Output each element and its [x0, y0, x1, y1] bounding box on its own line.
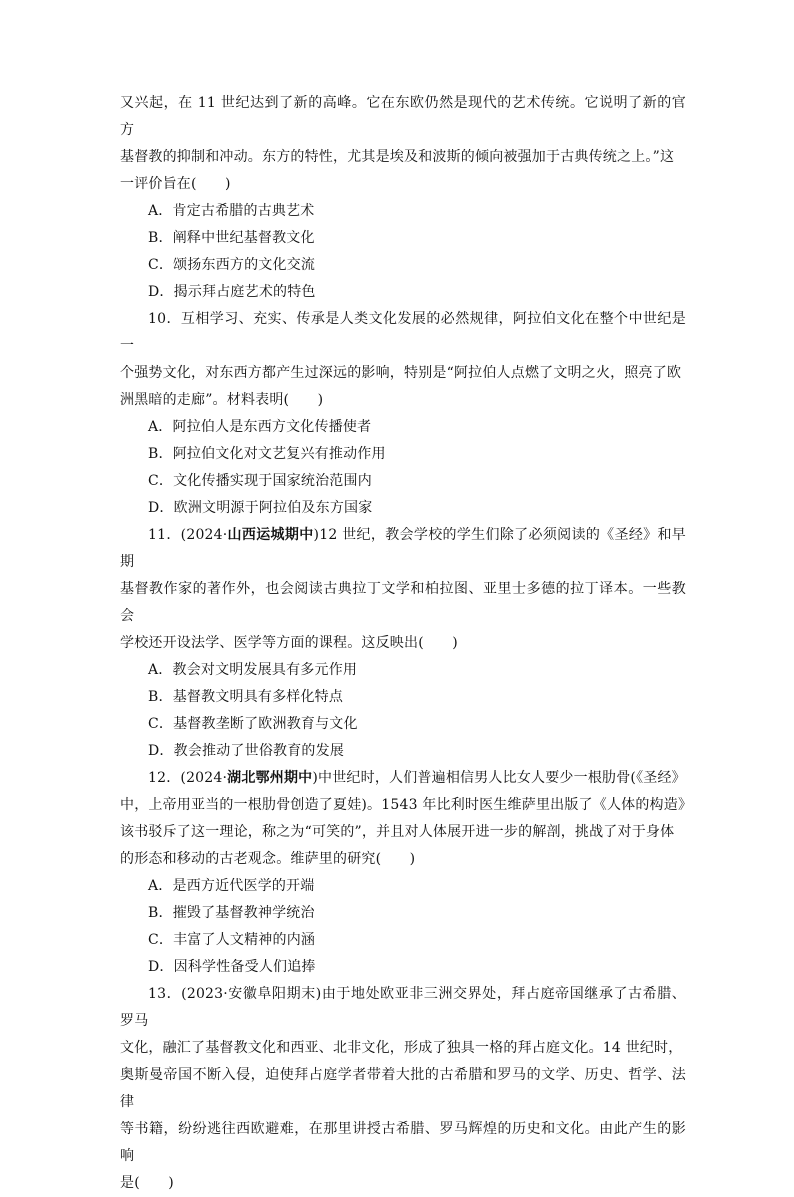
question-stem-line: 洲黑暗的走廊”。材料表明( ) [120, 392, 324, 408]
option-b: B．基督教文明具有多样化特点 [148, 689, 344, 705]
question-stem-line: 是( ) [120, 1175, 174, 1191]
option-d: D．欧洲文明源于阿拉伯及东方国家 [148, 500, 373, 516]
question-source: 山西运城期中 [227, 527, 314, 543]
text-line: 基督教的抑制和冲动。东方的特性，尤其是埃及和波斯的倾向被强加于古典传统之上。”这 [120, 149, 675, 165]
text-line: 一评价旨在( ) [120, 176, 231, 192]
option-b: B．阿拉伯文化对文艺复兴有推动作用 [148, 446, 386, 462]
option-c: C．颂扬东西方的文化交流 [148, 257, 316, 273]
option-c: C．基督教垄断了欧洲教育与文化 [148, 716, 358, 732]
question-stem-line: 10．互相学习、充实、传承是人类文化发展的必然规律，阿拉伯文化在整个中世纪是一 [120, 311, 686, 354]
question-number: 11．(2024· [148, 527, 228, 543]
question-number: 12．(2024· [148, 770, 228, 786]
question-stem-line: 的形态和移动的古老观念。维萨里的研究( ) [120, 851, 416, 867]
option-a: A．是西方近代医学的开端 [148, 878, 315, 894]
option-a: A．教会对文明发展具有多元作用 [148, 662, 358, 678]
option-c: C．文化传播实现于国家统治范围内 [148, 473, 372, 489]
question-stem-line: 文化，融汇了基督教文化和西亚、北非文化，形成了独具一格的拜占庭文化。14 世纪时， [120, 1040, 683, 1056]
option-b: B．摧毁了基督教神学统治 [148, 905, 315, 921]
question-stem-line: 该书驳斥了这一理论，称之为“可笑的”，并且对人体展开进一步的解剖，挑战了对于身体 [120, 824, 675, 840]
question-stem-line: 个强势文化，对东西方都产生过深远的影响，特别是“阿拉伯人点燃了文明之火，照亮了欧 [120, 365, 682, 381]
question-12 [120, 765, 693, 981]
option-a: A．阿拉伯人是东西方文化传播使者 [148, 419, 372, 435]
document-page [120, 90, 693, 1197]
question-text: )12 世纪，教会学校的学生们除了必须阅读的《圣经》和早期 [120, 527, 687, 570]
question-9-continuation [120, 90, 686, 306]
option-d: D．教会推动了世俗教育的发展 [148, 743, 345, 759]
question-stem-line [120, 522, 686, 576]
question-13 [120, 981, 686, 1197]
question-stem-line [120, 765, 686, 792]
question-source: 湖北鄂州期中 [227, 770, 313, 786]
question-10 [120, 306, 686, 522]
option-a: A．肯定古希腊的古典艺术 [148, 203, 315, 219]
question-stem-line: 学校还开设法学、医学等方面的课程。这反映出( ) [120, 635, 458, 651]
question-text: )中世纪时，人们普遍相信男人比女人要少一根肋骨(《圣经》 [312, 770, 686, 786]
option-d: D．揭示拜占庭艺术的特色 [148, 284, 316, 300]
option-b: B．阐释中世纪基督教文化 [148, 230, 315, 246]
text-line: 又兴起，在 11 世纪达到了新的高峰。它在东欧仍然是现代的艺术传统。它说明了新的官方 [120, 95, 686, 138]
question-stem-line: 基督教作家的著作外，也会阅读古典拉丁文学和柏拉图、亚里士多德的拉丁译本。一些教会 [120, 581, 686, 624]
option-c: C．丰富了人文精神的内涵 [148, 932, 316, 948]
option-d: D．因科学性备受人们追捧 [148, 959, 316, 975]
question-stem-line: 等书籍，纷纷逃往西欧避难，在那里讲授古希腊、罗马辉煌的历史和文化。由此产生的影响 [120, 1121, 686, 1164]
question-stem-line: 奥斯曼帝国不断入侵，迫使拜占庭学者带着大批的古希腊和罗马的文学、历史、哲学、法律 [120, 1067, 686, 1110]
question-11 [120, 522, 686, 765]
question-stem-line: 13．(2023·安徽阜阳期末)由于地处欧亚非三洲交界处，拜占庭帝国继承了古希腊、罗马 [120, 986, 686, 1029]
question-stem-line: 中，上帝用亚当的一根肋骨创造了夏娃)。1543 年比利时医生维萨里出版了《人体的构造》 [120, 797, 693, 813]
